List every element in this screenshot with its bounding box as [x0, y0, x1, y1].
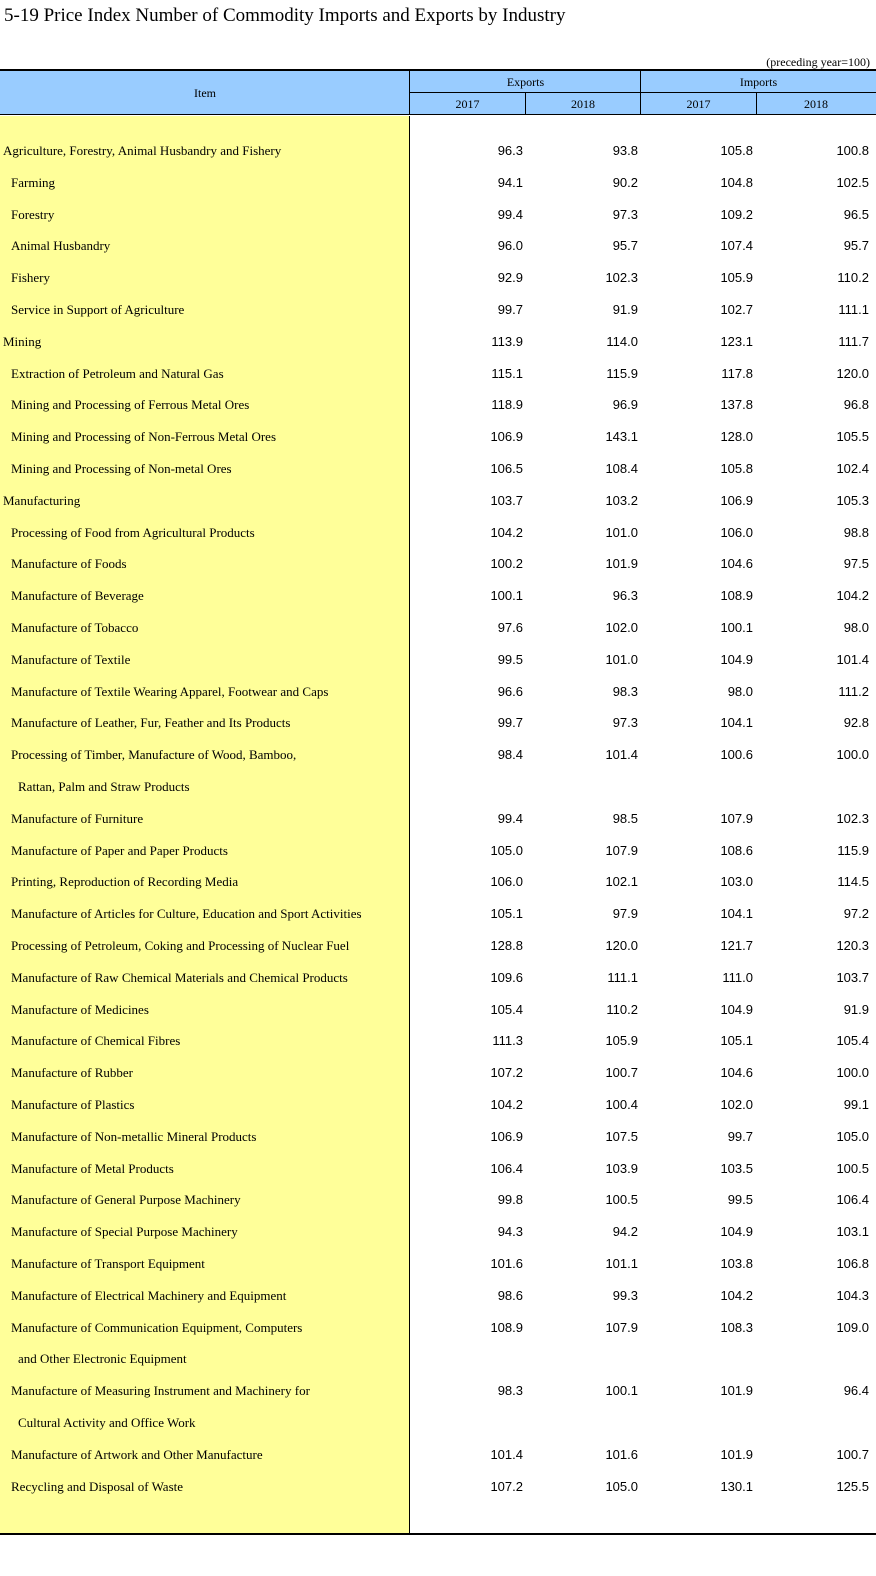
row-value: 99.5 — [727, 1192, 753, 1208]
header-divider — [409, 71, 410, 115]
row-value: 100.1 — [490, 588, 523, 604]
row-label: Mining and Processing of Non-metal Ores — [11, 461, 232, 476]
row-value: 96.8 — [843, 397, 869, 413]
exports-header: Exports — [506, 75, 545, 89]
row-label: Manufacture of Plastics — [11, 1097, 135, 1112]
row-value: 98.6 — [497, 1287, 523, 1303]
row-value: 99.1 — [843, 1097, 869, 1112]
row-value: 94.3 — [497, 1224, 523, 1240]
row-value: 97.6 — [497, 620, 523, 635]
row-value: 99.4 — [497, 810, 523, 826]
row-value: 120.0 — [836, 365, 869, 381]
row-value: 101.4 — [490, 1446, 523, 1462]
row-value: 104.2 — [490, 524, 523, 540]
row-value: 121.7 — [720, 938, 753, 953]
row-value: 103.7 — [836, 969, 869, 985]
table-row — [0, 358, 876, 390]
row-value: 118.9 — [491, 397, 523, 413]
row-value: 105.9 — [605, 1033, 638, 1049]
row-value: 105.8 — [720, 461, 753, 476]
row-label: Manufacture of Furniture — [11, 810, 144, 826]
row-value: 104.9 — [720, 651, 753, 667]
row-value: 99.7 — [497, 302, 523, 317]
row-value: 91.9 — [843, 1001, 869, 1017]
row-value: 107.4 — [720, 238, 753, 254]
row-value: 105.0 — [490, 842, 523, 858]
row-value: 107.2 — [490, 1478, 523, 1494]
row-value: 123.1 — [720, 333, 753, 349]
table-row — [0, 517, 876, 549]
row-value: 143.1 — [605, 429, 638, 445]
row-value: 125.5 — [836, 1478, 869, 1494]
table-row — [0, 930, 876, 962]
row-value: 93.8 — [612, 143, 638, 158]
table-row — [0, 1121, 876, 1153]
row-value: 100.8 — [836, 143, 869, 158]
row-value: 115.9 — [837, 842, 869, 858]
row-label: Farming — [11, 174, 56, 190]
item-header: Item — [194, 86, 216, 100]
row-label: Service in Support of Agriculture — [11, 302, 185, 317]
row-value: 107.9 — [605, 1319, 638, 1335]
row-value: 95.7 — [843, 238, 869, 254]
row-value: 104.9 — [720, 1224, 753, 1240]
row-value: 99.4 — [497, 206, 523, 222]
row-label: Processing of Petroleum, Coking and Processing of Nuclear Fuel — [11, 938, 350, 953]
table-row — [0, 1025, 876, 1057]
table-row — [0, 262, 876, 294]
row-value: 98.4 — [497, 747, 523, 763]
table-row — [0, 1184, 876, 1216]
row-label: Manufacture of Artwork and Other Manufacture — [11, 1446, 263, 1462]
table-row — [0, 707, 876, 739]
row-value: 96.9 — [612, 397, 638, 413]
row-value: 98.8 — [843, 524, 869, 540]
row-value: 102.0 — [605, 620, 638, 635]
row-value: 102.0 — [720, 1097, 753, 1112]
row-value: 101.6 — [490, 1256, 523, 1271]
row-value: 115.9 — [606, 365, 638, 381]
imports-header: Imports — [739, 75, 778, 89]
row-value: 100.7 — [605, 1065, 638, 1081]
row-label: Manufacture of Special Purpose Machinery — [11, 1224, 238, 1240]
table-row — [0, 739, 876, 771]
row-value: 102.5 — [836, 174, 869, 190]
row-value: 106.5 — [490, 461, 523, 476]
row-value: 103.0 — [720, 874, 753, 890]
row-label: Manufacture of Textile Wearing Apparel, Footwear and Caps — [11, 683, 329, 699]
table-row — [0, 1312, 876, 1344]
row-value: 105.4 — [836, 1033, 869, 1049]
row-value: 105.4 — [490, 1001, 523, 1017]
table-row — [0, 1375, 876, 1407]
row-value: 120.0 — [605, 938, 638, 953]
row-value: 100.1 — [605, 1383, 638, 1399]
row-value: 101.1 — [605, 1256, 638, 1271]
row-value: 106.0 — [720, 524, 753, 540]
row-value: 105.9 — [720, 270, 753, 286]
row-value: 107.5 — [605, 1128, 638, 1144]
row-label: Manufacture of Transport Equipment — [11, 1256, 205, 1271]
table-row — [0, 994, 876, 1026]
row-value: 114.0 — [606, 333, 638, 349]
row-value: 102.3 — [605, 270, 638, 286]
row-value: 103.9 — [605, 1160, 638, 1176]
row-label: Mining — [3, 333, 42, 349]
row-label: Mining and Processing of Non-Ferrous Metal Ores — [11, 429, 277, 445]
table-row — [0, 294, 876, 326]
table-row — [0, 1248, 876, 1280]
row-label: Processing of Timber, Manufacture of Wood, Bamboo, — [11, 747, 297, 763]
row-value: 102.3 — [836, 810, 869, 826]
header-bottom-rule — [0, 114, 876, 115]
imports-2018-header: 2018 — [804, 97, 828, 111]
header-divider — [525, 93, 526, 115]
row-value: 104.9 — [720, 1001, 753, 1017]
row-value: 97.2 — [843, 906, 869, 922]
row-value: 96.3 — [497, 143, 523, 158]
row-value: 99.3 — [612, 1287, 638, 1303]
row-value: 105.1 — [490, 906, 523, 922]
table-row — [0, 1407, 876, 1439]
table-row — [0, 835, 876, 867]
row-value: 92.8 — [843, 715, 869, 731]
table-row — [0, 803, 876, 835]
row-value: 94.2 — [612, 1224, 638, 1240]
row-value: 100.5 — [836, 1160, 869, 1176]
row-label: Cultural Activity and Office Work — [18, 1415, 196, 1430]
row-value: 100.1 — [720, 620, 753, 635]
row-value: 96.5 — [843, 206, 869, 222]
table-row — [0, 135, 876, 167]
row-value: 99.8 — [497, 1192, 523, 1208]
row-value: 97.9 — [612, 906, 638, 922]
table-row — [0, 866, 876, 898]
row-label: Processing of Food from Agricultural Products — [11, 524, 255, 540]
row-value: 103.7 — [490, 492, 523, 508]
table-row — [0, 389, 876, 421]
row-value: 107.2 — [490, 1065, 523, 1081]
row-label: Fishery — [11, 270, 50, 286]
row-value: 102.4 — [836, 461, 869, 476]
row-value: 111.2 — [838, 683, 869, 699]
table-row — [0, 421, 876, 453]
header-divider — [756, 93, 757, 115]
row-value: 115.1 — [491, 365, 523, 381]
row-value: 98.3 — [497, 1383, 523, 1399]
table-row — [0, 1439, 876, 1471]
row-value: 106.8 — [836, 1256, 869, 1271]
row-value: 109.2 — [720, 206, 753, 222]
table-row — [0, 485, 876, 517]
row-value: 105.1 — [720, 1033, 753, 1049]
row-value: 94.1 — [497, 174, 523, 190]
row-label: Manufacturing — [3, 492, 81, 508]
row-value: 117.8 — [721, 365, 753, 381]
row-value: 106.4 — [836, 1192, 869, 1208]
row-label: Printing, Reproduction of Recording Media — [11, 874, 239, 890]
row-value: 101.9 — [720, 1446, 753, 1462]
row-label: Rattan, Palm and Straw Products — [18, 779, 190, 794]
row-value: 111.7 — [838, 333, 869, 349]
table-row — [0, 644, 876, 676]
row-value: 100.0 — [836, 747, 869, 763]
header-divider — [640, 71, 641, 115]
row-value: 96.6 — [497, 683, 523, 699]
row-value: 101.9 — [720, 1383, 753, 1399]
row-value: 111.3 — [492, 1033, 523, 1049]
row-value: 130.1 — [720, 1478, 753, 1494]
table-row — [0, 453, 876, 485]
table-row — [0, 612, 876, 644]
row-value: 100.4 — [605, 1097, 638, 1112]
row-value: 97.5 — [843, 556, 869, 572]
row-value: 99.5 — [497, 651, 523, 667]
row-label: Manufacture of Metal Products — [11, 1160, 174, 1176]
row-value: 101.4 — [605, 747, 638, 763]
row-value: 101.0 — [605, 651, 638, 667]
row-value: 97.3 — [612, 206, 638, 222]
row-value: 95.7 — [612, 238, 638, 254]
row-value: 107.9 — [720, 810, 753, 826]
row-value: 90.2 — [612, 174, 638, 190]
row-value: 104.6 — [720, 1065, 753, 1081]
exports-2017-header: 2017 — [455, 97, 480, 111]
row-value: 99.7 — [497, 715, 523, 731]
row-value: 120.3 — [836, 938, 869, 953]
row-value: 98.0 — [843, 620, 869, 635]
row-value: 103.1 — [836, 1224, 869, 1240]
table-row — [0, 1057, 876, 1089]
table-row — [0, 1216, 876, 1248]
row-value: 108.9 — [490, 1319, 523, 1335]
row-value: 101.6 — [605, 1446, 638, 1462]
row-value: 102.7 — [720, 302, 753, 317]
row-value: 91.9 — [612, 302, 638, 317]
row-label: Mining and Processing of Ferrous Metal Ores — [11, 397, 250, 413]
row-value: 96.0 — [497, 238, 523, 254]
row-label: Manufacture of Tobacco — [11, 620, 139, 635]
row-value: 98.5 — [612, 810, 638, 826]
row-value: 100.0 — [836, 1065, 869, 1081]
row-value: 106.9 — [490, 1128, 523, 1144]
row-value: 108.9 — [720, 588, 753, 604]
row-label: Manufacture of Beverage — [11, 588, 144, 604]
row-label: and Other Electronic Equipment — [18, 1351, 187, 1367]
exports-2018-header: 2018 — [571, 97, 595, 111]
bottom-rule — [0, 1533, 876, 1535]
row-label: Manufacture of Communication Equipment, Computers — [11, 1319, 303, 1335]
row-label: Manufacture of General Purpose Machinery — [11, 1192, 241, 1208]
row-label: Manufacture of Rubber — [11, 1065, 134, 1081]
row-label: Manufacture of Articles for Culture, Education and Sport Activities — [11, 906, 362, 922]
row-value: 114.5 — [837, 874, 869, 890]
row-value: 100.6 — [720, 747, 753, 763]
row-value: 105.0 — [836, 1128, 869, 1144]
row-label: Manufacture of Chemical Fibres — [11, 1033, 181, 1049]
row-value: 106.9 — [720, 492, 753, 508]
row-label: Manufacture of Raw Chemical Materials and Chemical Products — [11, 969, 348, 985]
table-row — [0, 230, 876, 262]
table-header — [0, 71, 876, 115]
table-title: 5-19 Price Index Number of Commodity Imports and Exports by Industry — [4, 5, 566, 26]
table-row — [0, 1089, 876, 1121]
row-label: Manufacture of Paper and Paper Products — [11, 842, 228, 858]
row-value: 108.6 — [720, 842, 753, 858]
table-row — [0, 1280, 876, 1312]
row-value: 105.0 — [605, 1478, 638, 1494]
row-label: Manufacture of Textile — [11, 651, 131, 667]
row-value: 110.2 — [606, 1001, 638, 1017]
row-label: Manufacture of Non-metallic Mineral Products — [11, 1128, 257, 1144]
row-value: 98.3 — [612, 683, 638, 699]
row-value: 104.3 — [836, 1287, 869, 1303]
row-value: 105.8 — [720, 143, 753, 158]
row-value: 96.4 — [843, 1383, 869, 1399]
row-value: 128.0 — [720, 429, 753, 445]
row-value: 104.2 — [490, 1097, 523, 1112]
table-row — [0, 548, 876, 580]
row-value: 108.3 — [720, 1319, 753, 1335]
row-value: 105.3 — [836, 492, 869, 508]
row-value: 128.8 — [490, 938, 523, 953]
row-value: 106.0 — [490, 874, 523, 890]
row-value: 103.2 — [605, 492, 638, 508]
unit-note: (preceding year=100) — [766, 55, 870, 69]
table-row — [0, 898, 876, 930]
table-row — [0, 1343, 876, 1375]
row-value: 109.0 — [836, 1319, 869, 1335]
row-value: 111.1 — [607, 969, 638, 985]
row-value: 113.9 — [491, 333, 523, 349]
row-value: 99.7 — [727, 1128, 753, 1144]
row-value: 100.2 — [490, 556, 523, 572]
table-row — [0, 962, 876, 994]
row-value: 111.0 — [722, 969, 753, 985]
row-value: 104.1 — [720, 715, 753, 731]
row-value: 105.5 — [836, 429, 869, 445]
row-value: 103.5 — [720, 1160, 753, 1176]
row-value: 101.9 — [605, 556, 638, 572]
row-value: 109.6 — [490, 969, 523, 985]
row-value: 104.2 — [720, 1287, 753, 1303]
row-value: 137.8 — [720, 397, 753, 413]
row-value: 104.1 — [720, 906, 753, 922]
row-value: 102.1 — [605, 874, 638, 890]
row-value: 103.8 — [720, 1256, 753, 1271]
table-row — [0, 326, 876, 358]
row-value: 97.3 — [612, 715, 638, 731]
table-row — [0, 771, 876, 803]
row-value: 104.6 — [720, 556, 753, 572]
row-label: Agriculture, Forestry, Animal Husbandry and Fishery — [3, 143, 282, 158]
row-value: 100.5 — [605, 1192, 638, 1208]
row-label: Manufacture of Leather, Fur, Feather and Its Products — [11, 715, 291, 731]
imports-2017-header: 2017 — [686, 97, 711, 111]
row-value: 106.9 — [490, 429, 523, 445]
table-row — [0, 199, 876, 231]
row-value: 110.2 — [837, 270, 869, 286]
row-label: Manufacture of Foods — [11, 556, 127, 572]
row-value: 101.0 — [605, 524, 638, 540]
table-row — [0, 1153, 876, 1185]
row-label: Manufacture of Medicines — [11, 1001, 149, 1017]
row-label: Extraction of Petroleum and Natural Gas — [11, 365, 224, 381]
table-row — [0, 580, 876, 612]
row-label: Forestry — [11, 206, 55, 222]
row-value: 104.8 — [720, 174, 753, 190]
row-value: 100.7 — [836, 1446, 869, 1462]
row-value: 98.0 — [727, 683, 753, 699]
row-value: 107.9 — [605, 842, 638, 858]
row-value: 104.2 — [836, 588, 869, 604]
table-row — [0, 676, 876, 708]
table-row — [0, 167, 876, 199]
row-value: 101.4 — [836, 651, 869, 667]
row-label: Animal Husbandry — [11, 238, 111, 254]
row-value: 106.4 — [490, 1160, 523, 1176]
table-row — [0, 1471, 876, 1503]
header-divider — [409, 92, 876, 93]
row-value: 92.9 — [497, 270, 523, 286]
row-label: Manufacture of Measuring Instrument and Machinery for — [11, 1383, 310, 1399]
row-label: Manufacture of Electrical Machinery and Equipment — [11, 1287, 287, 1303]
row-value: 96.3 — [612, 588, 638, 604]
row-value: 111.1 — [838, 302, 869, 317]
row-value: 108.4 — [605, 461, 638, 476]
row-label: Recycling and Disposal of Waste — [11, 1478, 184, 1494]
